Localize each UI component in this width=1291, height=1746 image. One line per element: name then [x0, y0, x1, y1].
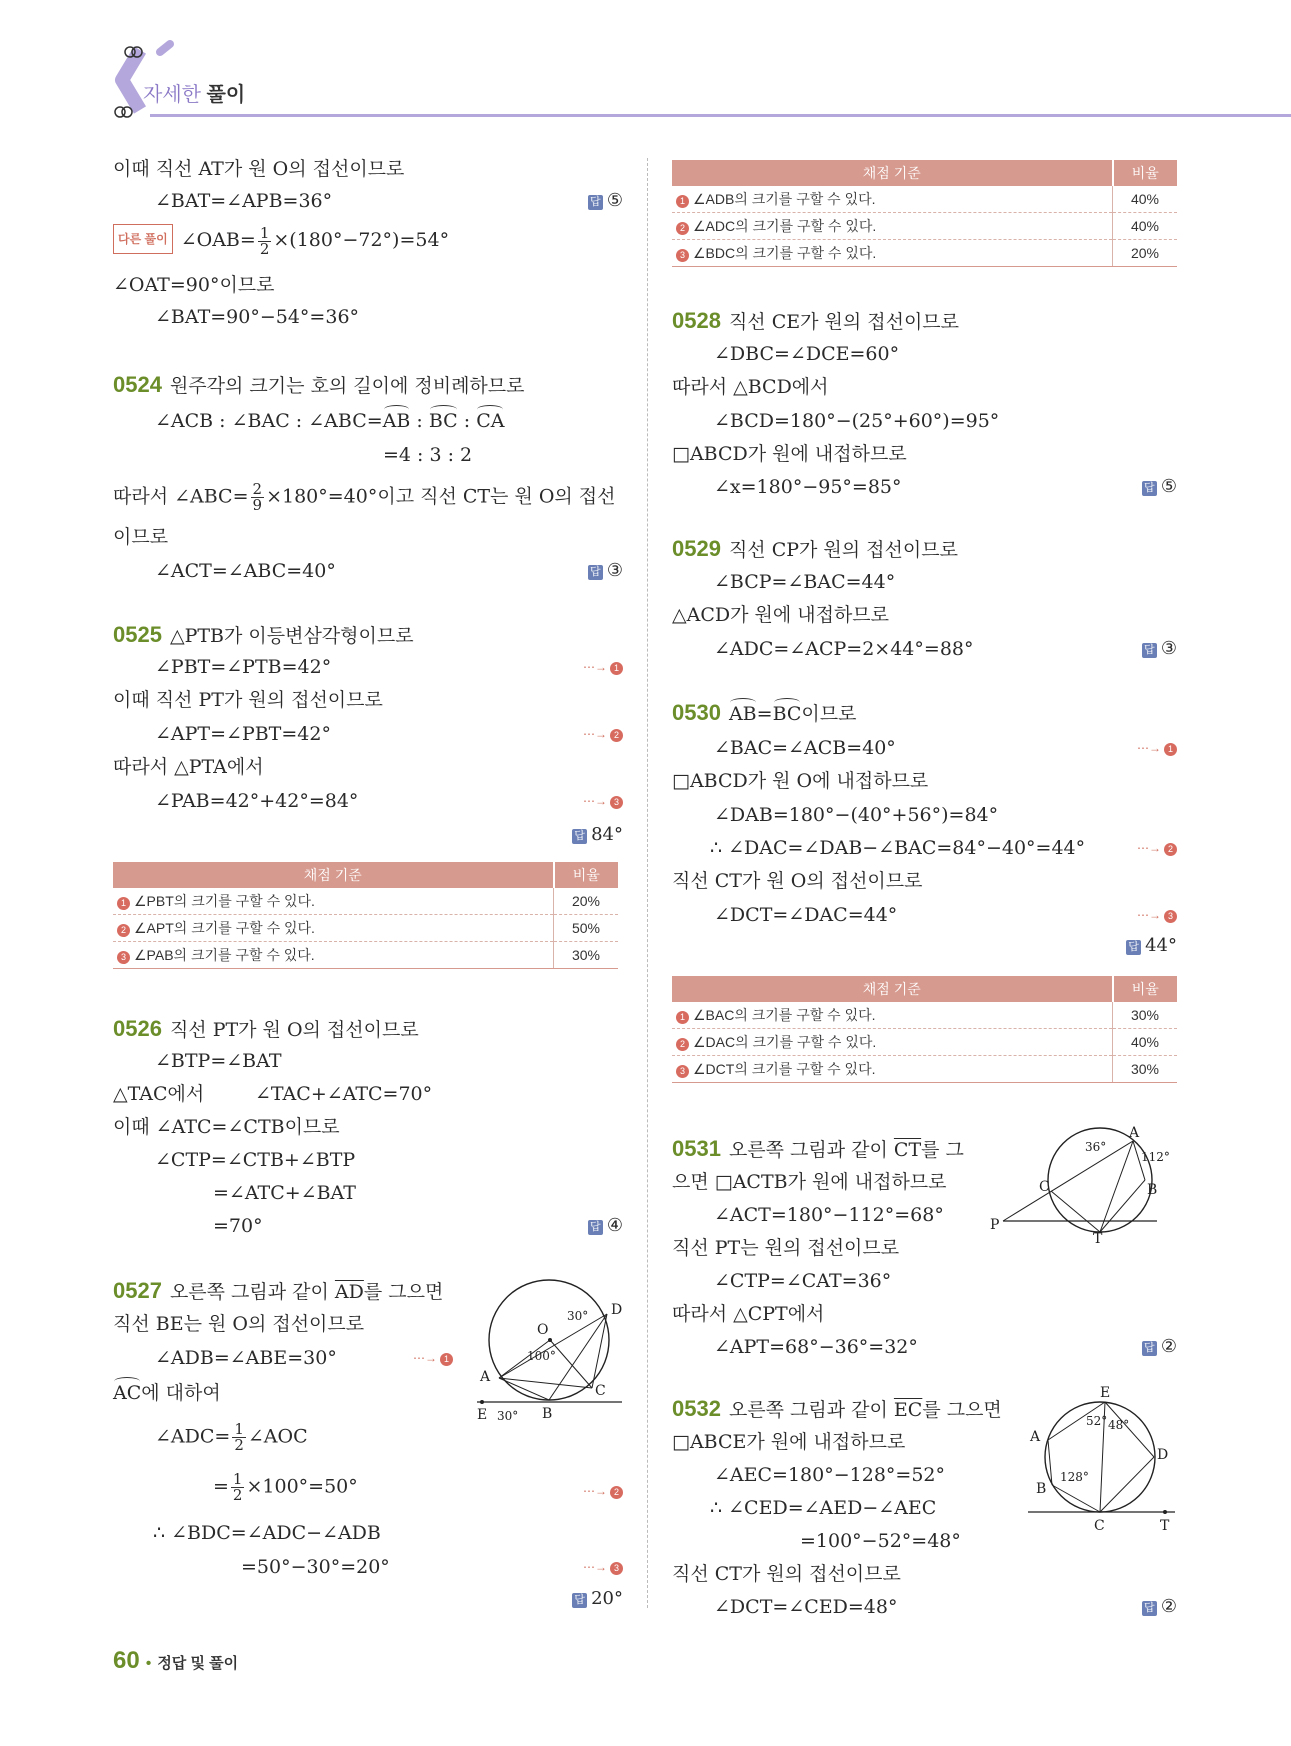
arc-label: AB: [382, 410, 411, 432]
text-line: 이때 직선 PT가 원의 접선이므로: [113, 689, 383, 711]
step-number: 2: [610, 729, 623, 742]
text-line: ∠PBT=∠PTB=42°: [155, 656, 332, 678]
segment: [1052, 1485, 1100, 1512]
answer-box-icon: 답: [1142, 481, 1157, 496]
ratio-header: 비율: [1113, 976, 1178, 1002]
label-c: C: [1094, 1518, 1105, 1534]
angle-128: 128°: [1060, 1470, 1089, 1484]
answer-box-icon: 답: [588, 565, 603, 580]
table-row: [672, 1056, 1177, 1083]
label-t: T: [1160, 1518, 1170, 1534]
text-line: ∠PAB=42°+42°=84°: [155, 790, 359, 812]
fraction-line: [213, 1472, 358, 1503]
answer-mark: [588, 1215, 623, 1236]
numerator: 2: [252, 480, 263, 498]
text-seg: ×100°=50°: [246, 1475, 358, 1498]
segment-label: $\overline{EC}$: [893, 1399, 923, 1421]
step-marker: ⋯→ 2: [1137, 841, 1177, 856]
table-row: [672, 213, 1177, 240]
page-number: 60: [113, 1647, 140, 1674]
text-seg: ×180°=40°이고 직선 CT는 원 O의 접선: [266, 485, 616, 508]
text-seg: :: [457, 410, 477, 432]
grading-table-0525: [113, 862, 618, 969]
arc-label: BC: [428, 410, 458, 432]
text-line: ∠BTP=∠BAT: [155, 1050, 282, 1072]
text-seg: 이므로: [801, 703, 857, 725]
label-a: A: [1030, 1429, 1041, 1445]
text-line: ∴ ∠DAC=∠DAB−∠BAC=84°−40°=44°: [710, 837, 1086, 859]
step-number: 1: [440, 1353, 453, 1366]
grading-header: 채점 기준: [672, 976, 1113, 1002]
answer-box-icon: 답: [588, 195, 603, 210]
problem-number: 0527: [113, 1278, 162, 1303]
page-header: [0, 0, 1291, 130]
column-divider: [647, 158, 648, 1608]
grading-table-0530: [672, 976, 1177, 1083]
answer-mark: [1142, 1336, 1177, 1357]
answer-box-icon: 답: [572, 829, 587, 844]
text-seg: ×(180°−72°)=54°: [273, 229, 450, 251]
grading-header: 채점 기준: [113, 862, 554, 888]
step-number: 3: [610, 796, 623, 809]
segment: [1100, 1457, 1154, 1512]
numerator: 1: [259, 223, 270, 242]
text-line: ∠BAC=∠ACB=40°: [714, 737, 896, 759]
problem-0531-heading: [672, 1136, 964, 1163]
text-line: =70°: [213, 1215, 263, 1237]
step-marker: ⋯→ 1: [1137, 741, 1177, 756]
text-line: 따라서 △BCD에서: [672, 376, 829, 398]
text-seg: =: [756, 703, 773, 725]
text-line: =50°−30°=20°: [241, 1556, 390, 1578]
text-line: ∠APT=∠PBT=42°: [155, 723, 331, 745]
answer-mark: [1126, 935, 1177, 956]
point-e: [480, 1400, 484, 1404]
ratio-cell: 30%: [554, 942, 619, 969]
segment: [550, 1340, 592, 1388]
table-row: [672, 186, 1177, 213]
answer-value: 20°: [591, 1588, 623, 1609]
label-e: E: [1100, 1385, 1111, 1401]
secant-line: [1003, 1141, 1133, 1221]
figure-0531: [985, 1125, 1170, 1245]
answer-mark: [1142, 476, 1177, 497]
text-line: ∠DCT=∠DAC=44°: [714, 904, 898, 926]
angle-48: 48°: [1108, 1418, 1130, 1432]
angle-36: 36°: [1085, 1140, 1107, 1154]
text-line: ∠CTP=∠CTB+∠BTP: [155, 1149, 356, 1171]
criterion-number: 3: [676, 1065, 689, 1078]
label-d: D: [1157, 1447, 1169, 1463]
text-line: ∴ ∠CED=∠AED−∠AEC: [710, 1497, 937, 1519]
table-row: [113, 915, 618, 942]
segment: [1100, 1180, 1145, 1232]
text-seg: 원주각의 크기는 호의 길이에 정비례하므로: [169, 375, 525, 397]
step-marker: ⋯→ 3: [1137, 908, 1177, 923]
problem-number: 0528: [672, 308, 721, 333]
label-e: E: [477, 1407, 488, 1423]
text-line: □ABCE가 원에 내접하므로: [672, 1431, 906, 1453]
text-seg: 따라서 ∠ABC=: [113, 485, 249, 508]
text-line: =∠ATC+∠BAT: [213, 1182, 356, 1204]
answer-box-icon: 답: [1142, 643, 1157, 658]
answer-box-icon: 답: [1142, 1601, 1157, 1616]
answer-box-icon: 답: [1126, 940, 1141, 955]
criterion-cell: [672, 1056, 1113, 1083]
step-number: 1: [1164, 743, 1177, 756]
text-line: 이때 ∠ATC=∠CTB이므로: [113, 1116, 340, 1138]
problem-0527-heading: [113, 1278, 443, 1305]
answer-value: 84°: [591, 824, 623, 845]
ratio-cell: 50%: [554, 915, 619, 942]
answer-box-icon: 답: [1142, 1341, 1157, 1356]
ratio-header: 비율: [554, 862, 619, 888]
ratio-cell: 30%: [1113, 1002, 1178, 1029]
step-marker: ⋯→ 2: [583, 1484, 623, 1499]
text-line: ∠ACT=∠ABC=40°: [155, 560, 336, 582]
fraction-line: [155, 1422, 308, 1453]
criterion-cell: [672, 1002, 1113, 1029]
answer-mark: [572, 824, 623, 845]
text-line: 따라서 △CPT에서: [672, 1303, 825, 1325]
text-seg: 를 그으면: [363, 1281, 444, 1303]
denominator: 2: [232, 1486, 243, 1504]
label-c: C: [595, 1383, 606, 1399]
text-seg: 직선 CP가 원의 접선이므로: [728, 539, 958, 561]
ratio-cell: 30%: [1113, 1056, 1178, 1083]
ratio-cell: 40%: [1113, 1029, 1178, 1056]
segment-label: $\overline{AD}$: [334, 1281, 364, 1303]
text-line: △ACD가 원에 내접하므로: [672, 604, 890, 626]
grading-header: 채점 기준: [672, 160, 1113, 186]
criterion-number: 3: [676, 249, 689, 262]
criterion-cell: [113, 888, 554, 915]
answer-mark: [572, 1588, 623, 1609]
ratio-header: 비율: [1113, 160, 1178, 186]
grading-table-0527: [672, 160, 1177, 267]
problem-number: 0524: [113, 372, 162, 397]
criterion-number: 1: [117, 897, 130, 910]
text-seg: 오른쪽 그림과 같이: [728, 1399, 894, 1421]
criterion-text: ∠PBT의 크기를 구할 수 있다.: [134, 893, 315, 909]
denominator: 2: [234, 1436, 244, 1454]
table-row: [113, 888, 618, 915]
ratio-cell: 20%: [554, 888, 619, 915]
text-line: ∠AEC=180°−128°=52°: [714, 1464, 946, 1486]
label-b: B: [1147, 1182, 1158, 1198]
text-line: ∠DBC=∠DCE=60°: [714, 343, 900, 365]
criterion-text: ∠BAC의 크기를 구할 수 있다.: [693, 1007, 876, 1023]
fraction: [258, 223, 272, 258]
text-seg: 에 대하여: [141, 1382, 221, 1404]
step-marker: ⋯→ 3: [583, 794, 623, 809]
text-line: ∠DCT=∠CED=48°: [714, 1596, 898, 1618]
angle-52: 52°: [1086, 1414, 1108, 1428]
text-line: ∠ACT=180°−112°=68°: [714, 1204, 944, 1226]
text-line: ∠ADB=∠ABE=30°: [155, 1347, 337, 1369]
numerator: 1: [232, 1470, 243, 1488]
text-seg: 오른쪽 그림과 같이: [169, 1281, 335, 1303]
criterion-number: 1: [676, 195, 689, 208]
footer-label: 정답 및 풀이: [157, 1655, 239, 1672]
ratio-cell: 40%: [1113, 186, 1178, 213]
angle-30a: 30°: [567, 1309, 589, 1323]
answer-value: ④: [606, 1215, 623, 1236]
label-p: P: [990, 1217, 1000, 1233]
text-line: ∠APT=68°−36°=32°: [714, 1336, 918, 1358]
figure-0532: [1020, 1385, 1180, 1535]
criterion-cell: [672, 186, 1113, 213]
segment: [499, 1314, 607, 1378]
step-marker: ⋯→ 3: [583, 1560, 623, 1575]
criterion-number: 2: [676, 222, 689, 235]
text-line: □ABCD가 원 O에 내접하므로: [672, 770, 929, 792]
text-line: 으면 □ACTB가 원에 내접하므로: [672, 1171, 947, 1193]
figure-0527: [467, 1278, 627, 1423]
label-t: T: [1093, 1231, 1103, 1245]
criterion-text: ∠ADC의 크기를 구할 수 있다.: [693, 218, 877, 234]
criterion-text: ∠DCT의 크기를 구할 수 있다.: [693, 1061, 876, 1077]
criterion-text: ∠DAC의 크기를 구할 수 있다.: [693, 1034, 877, 1050]
step-number: 2: [1164, 843, 1177, 856]
header-title-b: 풀이: [206, 84, 246, 106]
answer-mark: [588, 560, 623, 581]
problem-0525-heading: [113, 622, 414, 649]
denominator: 9: [252, 496, 263, 514]
text-line: □ABCD가 원에 내접하므로: [672, 443, 907, 465]
problem-0530-heading: [672, 700, 856, 727]
step-marker: ⋯→ 1: [413, 1351, 453, 1366]
answer-value: ⑤: [1160, 476, 1177, 497]
problem-0532-heading: [672, 1396, 1002, 1423]
text-line: 따라서 △PTA에서: [113, 756, 264, 778]
problem-number: 0525: [113, 622, 162, 647]
text-seg: 직선 CE가 원의 접선이므로: [728, 311, 960, 333]
fraction-line: [113, 482, 616, 513]
criterion-cell: [113, 942, 554, 969]
criterion-number: 3: [117, 951, 130, 964]
table-row: [672, 1029, 1177, 1056]
text-seg: ∠OAB=: [180, 229, 256, 251]
point-o: [548, 1338, 552, 1342]
criterion-cell: [113, 915, 554, 942]
criterion-cell: [672, 1029, 1113, 1056]
segment-label: $\overline{CT}$: [893, 1139, 922, 1161]
label-d: D: [611, 1302, 623, 1318]
label-c: C: [1039, 1179, 1050, 1195]
step-number: 1: [610, 662, 623, 675]
text-line: ∠BCP=∠BAC=44°: [714, 571, 896, 593]
arc-label: AC: [113, 1382, 142, 1404]
label-a: A: [480, 1369, 491, 1385]
text-seg: =: [213, 1475, 229, 1498]
arc-label: CA: [476, 410, 505, 432]
problem-0524-heading: [113, 372, 524, 399]
text-line: 이때 직선 AT가 원 O의 접선이므로: [113, 158, 405, 180]
segment: [1100, 1141, 1133, 1232]
answer-box-icon: 답: [572, 1593, 587, 1608]
text-line: 직선 CT가 원의 접선이므로: [672, 1563, 901, 1585]
answer-box-icon: 답: [588, 1220, 603, 1235]
step-number: 2: [610, 1486, 623, 1499]
answer-mark: [588, 190, 623, 211]
table-row: [672, 240, 1177, 267]
text-line: =4 : 3 : 2: [383, 444, 473, 466]
criterion-number: 2: [676, 1038, 689, 1051]
problem-0529-heading: [672, 536, 958, 563]
criterion-text: ∠APT의 크기를 구할 수 있다.: [134, 920, 315, 936]
problem-number: 0529: [672, 536, 721, 561]
label-b: B: [1036, 1481, 1047, 1497]
fraction: [251, 482, 265, 513]
criterion-text: ∠BDC의 크기를 구할 수 있다.: [693, 245, 877, 261]
answer-value: ②: [1160, 1596, 1177, 1617]
text-line: 이므로: [113, 526, 169, 548]
text-seg: 직선 PT가 원 O의 접선이므로: [169, 1019, 419, 1041]
text-line: 직선 BE는 원 O의 접선이므로: [113, 1313, 365, 1335]
fraction: [232, 1422, 246, 1453]
text-line: 직선 CT가 원 O의 접선이므로: [672, 870, 923, 892]
text-line: ∠ADC=∠ACP=2×44°=88°: [714, 638, 974, 660]
page-footer: [113, 1647, 238, 1675]
denominator: 2: [259, 239, 270, 258]
fraction: [231, 1472, 245, 1503]
answer-value: ②: [1160, 1336, 1177, 1357]
alt-solution-badge: 다른 풀이: [113, 224, 173, 254]
text-line: =100°−52°=48°: [800, 1530, 961, 1552]
text-line: ∠OAT=90°이므로: [113, 274, 275, 296]
ratio-cell: 40%: [1113, 213, 1178, 240]
text-seg: 를 그으면: [922, 1399, 1002, 1421]
angle-30b: 30°: [497, 1409, 519, 1423]
header-title-a: 자세한: [143, 84, 201, 106]
criterion-number: 2: [117, 924, 130, 937]
answer-mark: [1142, 1596, 1177, 1617]
problem-number: 0530: [672, 700, 721, 725]
label-o: O: [537, 1322, 549, 1338]
segment: [499, 1378, 592, 1388]
label-b: B: [542, 1406, 553, 1422]
text-line: ∠CTP=∠CAT=36°: [714, 1270, 892, 1292]
text-line: ∠x=180°−95°=85°: [714, 476, 902, 498]
text-line: ∠BAT=90°−54°=36°: [155, 306, 360, 328]
step-marker: ⋯→ 2: [583, 727, 623, 742]
arc-label: AB: [728, 703, 757, 725]
text-line: ∠BAT=∠APB=36°: [155, 190, 333, 212]
table-row: [672, 1002, 1177, 1029]
text-line: ∠TAC+∠ATC=70°: [255, 1083, 433, 1105]
criterion-cell: [672, 240, 1113, 267]
problem-number: 0532: [672, 1396, 721, 1421]
problem-number: 0531: [672, 1136, 721, 1161]
text-line: [113, 1380, 221, 1406]
text-line: ∠BCD=180°−(25°+60°)=95°: [714, 410, 1000, 432]
text-line: △TAC에서: [113, 1083, 205, 1105]
text-line: ∠DAB=180°−(40°+56°)=84°: [714, 804, 999, 826]
text-line: 직선 PT는 원의 접선이므로: [672, 1237, 900, 1259]
text-seg: 를 그: [921, 1139, 964, 1161]
answer-mark: [1142, 638, 1177, 659]
criterion-cell: [672, 213, 1113, 240]
footer-dot-icon: •: [145, 1655, 152, 1672]
header-rule: [150, 114, 1291, 117]
angle-112: 112°: [1141, 1150, 1170, 1164]
step-number: 3: [610, 1562, 623, 1575]
criterion-text: ∠PAB의 크기를 구할 수 있다.: [134, 947, 315, 963]
answer-value: 44°: [1145, 935, 1177, 956]
arc-label: BC: [772, 703, 802, 725]
alt-solution-line: [113, 224, 449, 257]
header-title: [143, 78, 245, 107]
ratio-line: [155, 408, 504, 434]
text-seg: ∠ADC=: [155, 1425, 231, 1448]
problem-0526-heading: [113, 1016, 419, 1043]
text-seg: 오른쪽 그림과 같이: [728, 1139, 894, 1161]
answer-value: ③: [606, 560, 623, 581]
answer-value: ③: [1160, 638, 1177, 659]
numerator: 1: [234, 1420, 244, 1438]
ratio-cell: 20%: [1113, 240, 1178, 267]
text-seg: :: [410, 410, 429, 432]
criterion-number: 1: [676, 1011, 689, 1024]
answer-value: ⑤: [606, 190, 623, 211]
angle-100: 100°: [527, 1349, 556, 1363]
segment: [499, 1378, 549, 1400]
table-row: [113, 942, 618, 969]
text-seg: ∠AOC: [247, 1425, 308, 1448]
problem-number: 0526: [113, 1016, 162, 1041]
problem-0528-heading: [672, 308, 959, 335]
step-number: 3: [1164, 910, 1177, 923]
point-t: [1163, 1510, 1167, 1514]
criterion-text: ∠ADB의 크기를 구할 수 있다.: [693, 191, 876, 207]
text-seg: △PTB가 이등변삼각형이므로: [169, 625, 414, 647]
step-marker: ⋯→ 1: [583, 660, 623, 675]
label-a: A: [1129, 1125, 1140, 1141]
text-seg: ∠ACB : ∠BAC : ∠ABC=: [155, 410, 383, 432]
text-line: ∴ ∠BDC=∠ADC−∠ADB: [153, 1522, 381, 1544]
